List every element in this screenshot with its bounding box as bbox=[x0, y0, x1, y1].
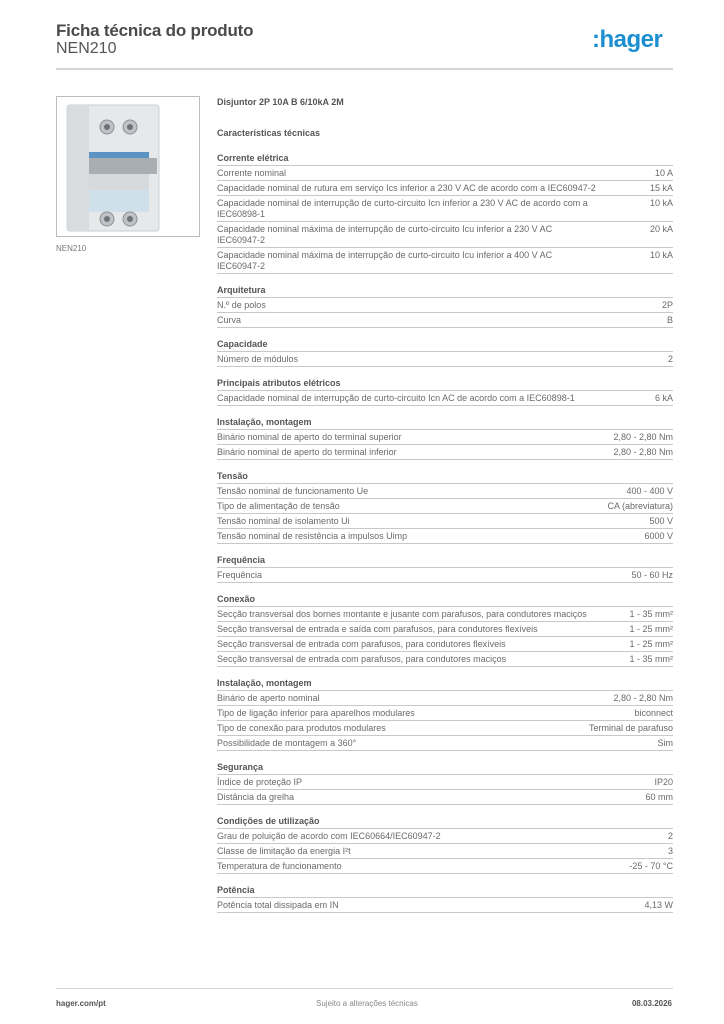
spec-group-title: Capacidade bbox=[217, 339, 673, 352]
spec-group bbox=[217, 378, 673, 406]
spec-value: 500 V bbox=[649, 516, 673, 526]
spec-label: Tipo de conexão para produtos modulares bbox=[217, 723, 386, 733]
section-title: Características técnicas bbox=[217, 128, 321, 138]
spec-value: 2,80 - 2,80 Nm bbox=[613, 447, 673, 457]
spec-group bbox=[217, 471, 673, 544]
spec-label: Corrente nominal bbox=[217, 168, 287, 178]
footer-divider bbox=[56, 988, 673, 989]
spec-value: 15 kA bbox=[649, 183, 673, 193]
spec-group bbox=[217, 678, 673, 751]
spec-row bbox=[217, 829, 673, 844]
spec-value: 4,13 W bbox=[644, 900, 673, 910]
spec-group-title: Tensão bbox=[217, 471, 673, 484]
spec-value: 1 - 25 mm² bbox=[629, 639, 673, 649]
product-name: Disjuntor 2P 10A B 6/10kA 2M bbox=[217, 97, 344, 107]
spec-value: 60 mm bbox=[645, 792, 673, 802]
spec-label: Secção transversal de entrada e saída com parafusos, para condutores flexíveis bbox=[217, 624, 538, 634]
spec-group-title: Corrente elétrica bbox=[217, 153, 673, 166]
spec-group-title: Principais atributos elétricos bbox=[217, 378, 673, 391]
spec-value: 2P bbox=[661, 300, 673, 310]
spec-row bbox=[217, 391, 673, 406]
spec-label: Tipo de alimentação de tensão bbox=[217, 501, 340, 511]
spec-groups bbox=[217, 153, 673, 913]
spec-group-title: Potência bbox=[217, 885, 673, 898]
spec-row bbox=[217, 622, 673, 637]
spec-group bbox=[217, 594, 673, 667]
spec-label: Índice de proteção IP bbox=[217, 777, 303, 787]
spec-label: Curva bbox=[217, 315, 242, 325]
spec-label: Secção transversal de entrada com parafusos, para condutores maciços bbox=[217, 654, 507, 664]
spec-row bbox=[217, 721, 673, 736]
spec-label: Capacidade nominal de interrupção de curto-circuito Icn inferior a 230 V AC de acordo com a IEC60898-1 bbox=[217, 198, 588, 219]
spec-value: 10 A bbox=[654, 168, 673, 178]
spec-label: Capacidade nominal de rutura em serviço Ics inferior a 230 V AC de acordo com a IEC60947-2 bbox=[217, 183, 596, 193]
spec-row bbox=[217, 166, 673, 181]
spec-row bbox=[217, 607, 673, 622]
spec-value: CA (abreviatura) bbox=[607, 501, 673, 511]
spec-row bbox=[217, 652, 673, 667]
spec-group bbox=[217, 555, 673, 583]
spec-label: Capacidade nominal máxima de interrupção de curto-circuito Icu inferior a 400 V AC IEC60947-2 bbox=[217, 250, 553, 271]
spec-row bbox=[217, 298, 673, 313]
spec-value: 400 - 400 V bbox=[626, 486, 673, 496]
spec-group-title: Condições de utilização bbox=[217, 816, 673, 829]
circuit-breaker-icon bbox=[57, 97, 199, 236]
spec-row bbox=[217, 222, 673, 248]
spec-row bbox=[217, 775, 673, 790]
document-title: Ficha técnica do produto bbox=[56, 21, 254, 40]
spec-value: 1 - 35 mm² bbox=[629, 609, 673, 619]
spec-value: IP20 bbox=[654, 777, 673, 787]
spec-value: 10 kA bbox=[649, 250, 673, 260]
spec-value: 6 kA bbox=[654, 393, 673, 403]
product-image-caption: NEN210 bbox=[56, 244, 87, 253]
spec-group bbox=[217, 816, 673, 874]
spec-value: 2,80 - 2,80 Nm bbox=[613, 432, 673, 442]
footer-website: hager.com/pt bbox=[56, 999, 106, 1008]
spec-label: Binário nominal de aperto do terminal inferior bbox=[217, 447, 397, 457]
spec-label: Possibilidade de montagem a 360° bbox=[217, 738, 357, 748]
product-image bbox=[56, 96, 200, 237]
header-divider bbox=[56, 68, 673, 70]
spec-group-title: Frequência bbox=[217, 555, 673, 568]
spec-group-title: Conexão bbox=[217, 594, 673, 607]
spec-row bbox=[217, 529, 673, 544]
spec-row bbox=[217, 568, 673, 583]
spec-row bbox=[217, 898, 673, 913]
spec-value: 3 bbox=[667, 846, 673, 856]
spec-value: 20 kA bbox=[649, 224, 673, 234]
spec-group bbox=[217, 885, 673, 913]
spec-row bbox=[217, 691, 673, 706]
spec-label: Secção transversal de entrada com parafusos, para condutores flexíveis bbox=[217, 639, 506, 649]
spec-value: Terminal de parafuso bbox=[588, 723, 673, 733]
spec-group-title: Instalação, montagem bbox=[217, 678, 673, 691]
spec-value: biconnect bbox=[634, 708, 673, 718]
product-code: NEN210 bbox=[56, 40, 117, 57]
spec-label: Tensão nominal de isolamento Ui bbox=[217, 516, 350, 526]
spec-label: Distância da grelha bbox=[217, 792, 295, 802]
spec-label: Temperatura de funcionamento bbox=[217, 861, 342, 871]
spec-label: Tipo de ligação inferior para aparelhos modulares bbox=[217, 708, 415, 718]
spec-label: Tensão nominal de resistência a impulsos Uimp bbox=[217, 531, 408, 541]
spec-label: Secção transversal dos bornes montante e jusante com parafusos, para condutores maciços bbox=[217, 609, 587, 619]
spec-row bbox=[217, 352, 673, 367]
spec-label: Número de módulos bbox=[217, 354, 299, 364]
spec-value: Sim bbox=[657, 738, 673, 748]
spec-value: 6000 V bbox=[644, 531, 673, 541]
spec-group bbox=[217, 153, 673, 274]
spec-group bbox=[217, 417, 673, 460]
spec-content bbox=[217, 96, 673, 913]
spec-row bbox=[217, 499, 673, 514]
spec-label: Grau de poluição de acordo com IEC60664/IEC60947-2 bbox=[217, 831, 441, 841]
spec-label: Binário de aperto nominal bbox=[217, 693, 320, 703]
spec-value: 1 - 35 mm² bbox=[629, 654, 673, 664]
spec-row bbox=[217, 430, 673, 445]
footer-disclaimer: Sujeito a alterações técnicas bbox=[316, 999, 418, 1008]
spec-group bbox=[217, 285, 673, 328]
spec-value: 1 - 25 mm² bbox=[629, 624, 673, 634]
spec-row bbox=[217, 637, 673, 652]
spec-group-title: Arquitetura bbox=[217, 285, 673, 298]
spec-row bbox=[217, 196, 673, 222]
spec-row bbox=[217, 248, 673, 274]
spec-label: Classe de limitação da energia I²t bbox=[217, 846, 351, 856]
spec-value: 2 bbox=[667, 354, 673, 364]
spec-label: Potência total dissipada em IN bbox=[217, 900, 339, 910]
spec-group-title: Instalação, montagem bbox=[217, 417, 673, 430]
hager-logo: :hager bbox=[592, 26, 663, 53]
spec-row bbox=[217, 859, 673, 874]
spec-value: -25 - 70 °C bbox=[629, 861, 673, 871]
spec-group bbox=[217, 762, 673, 805]
spec-row bbox=[217, 484, 673, 499]
spec-row bbox=[217, 445, 673, 460]
spec-value: 2,80 - 2,80 Nm bbox=[613, 693, 673, 703]
spec-row bbox=[217, 313, 673, 328]
footer-date: 08.03.2026 bbox=[631, 999, 672, 1008]
spec-row bbox=[217, 706, 673, 721]
spec-row bbox=[217, 181, 673, 196]
spec-row bbox=[217, 844, 673, 859]
spec-label: Capacidade nominal de interrupção de curto-circuito Icn AC de acordo com a IEC60898-1 bbox=[217, 393, 575, 403]
spec-value: 2 bbox=[667, 831, 673, 841]
spec-label: N.º de polos bbox=[217, 300, 266, 310]
spec-label: Tensão nominal de funcionamento Ue bbox=[217, 486, 369, 496]
spec-group bbox=[217, 339, 673, 367]
spec-value: B bbox=[666, 315, 673, 325]
spec-label: Binário nominal de aperto do terminal superior bbox=[217, 432, 402, 442]
spec-label: Capacidade nominal máxima de interrupção de curto-circuito Icu inferior a 230 V AC IEC60947-2 bbox=[217, 224, 553, 245]
spec-row bbox=[217, 736, 673, 751]
spec-row bbox=[217, 514, 673, 529]
spec-row bbox=[217, 790, 673, 805]
spec-label: Frequência bbox=[217, 570, 263, 580]
spec-group-title: Segurança bbox=[217, 762, 673, 775]
spec-value: 50 - 60 Hz bbox=[631, 570, 673, 580]
spec-value: 10 kA bbox=[649, 198, 673, 208]
